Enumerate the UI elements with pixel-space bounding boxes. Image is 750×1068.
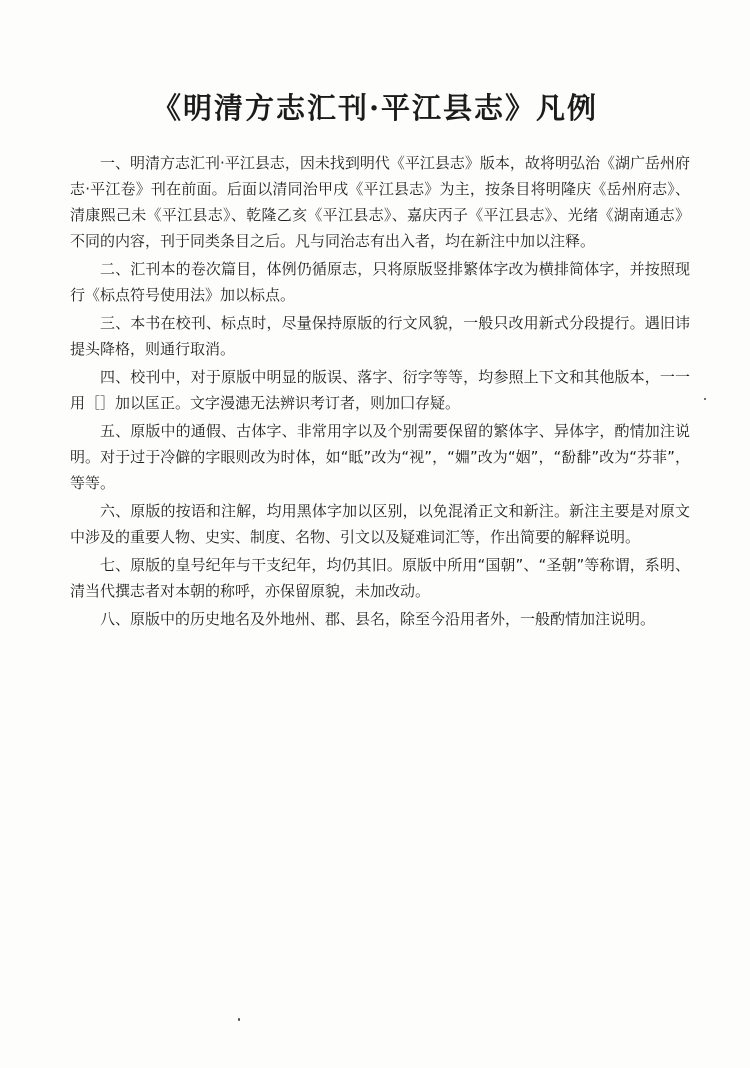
paragraph-8: 八、原版中的历史地名及外地州、郡、县名，除至今沿用者外，一般酌情加注说明。 (100, 610, 656, 628)
paragraph-4: 四、校刊中，对于原版中明显的版误、落字、衍字等等，均参照上下文和其他版本，一一用［］加以匡正。文字漫漶无法辨识考订者，则加囗存疑。 (70, 368, 690, 412)
document-title: 《明清方志汇刊·平江县志》凡例 (151, 91, 599, 125)
scan-speck (238, 1018, 240, 1021)
scan-speck (704, 398, 706, 400)
paragraph-7: 七、原版的皇号纪年与干支纪年，均仍其旧。原版中所用“国朝”、“圣朝”等称谓，系明、清当代撰志者对本朝的称呼，亦保留原貌，未加改动。 (70, 556, 690, 600)
paragraph-2: 二、汇刊本的卷次篇目，体例仍循原志，只将原版竖排繁体字改为横排简体字，并按照现行《标点符号使用法》加以标点。 (70, 260, 690, 304)
paragraph-3: 三、本书在校刊、标点时，尽量保持原版的行文风貌，一般只改用新式分段提行。遇旧讳提头降格，则通行取消。 (70, 314, 690, 358)
paragraph-5: 五、原版中的通假、古体字、非常用字以及个别需要保留的繁体字、异体字，酌情加注说明。对于过于冷僻的字眼则改为时体，如“眡”改为“视”，“婣”改为“姻”，“馚馡”改为“芬菲”，等等。 (70, 422, 690, 492)
document-body (70, 150, 690, 634)
paragraph-6: 六、原版的按语和注解，均用黑体字加以区别，以免混淆正文和新注。新注主要是对原文中涉及的重要人物、史实、制度、名物、引文以及疑难词汇等，作出简要的解释说明。 (70, 502, 690, 546)
paragraph-1: 一、明清方志汇刊·平江县志，因未找到明代《平江县志》版本，故将明弘治《湖广岳州府志·平江卷》刊在前面。后面以清同治甲戌《平江县志》为主，按条目将明隆庆《岳州府志》、清康熙己未《平江县志》、乾隆乙亥《平江县志》、嘉庆丙子《平江县志》、光绪《湖南通志》不同的内容，刊于同类条目之后。凡与同治志有出入者，均在新注中加以注释。 (70, 154, 690, 250)
